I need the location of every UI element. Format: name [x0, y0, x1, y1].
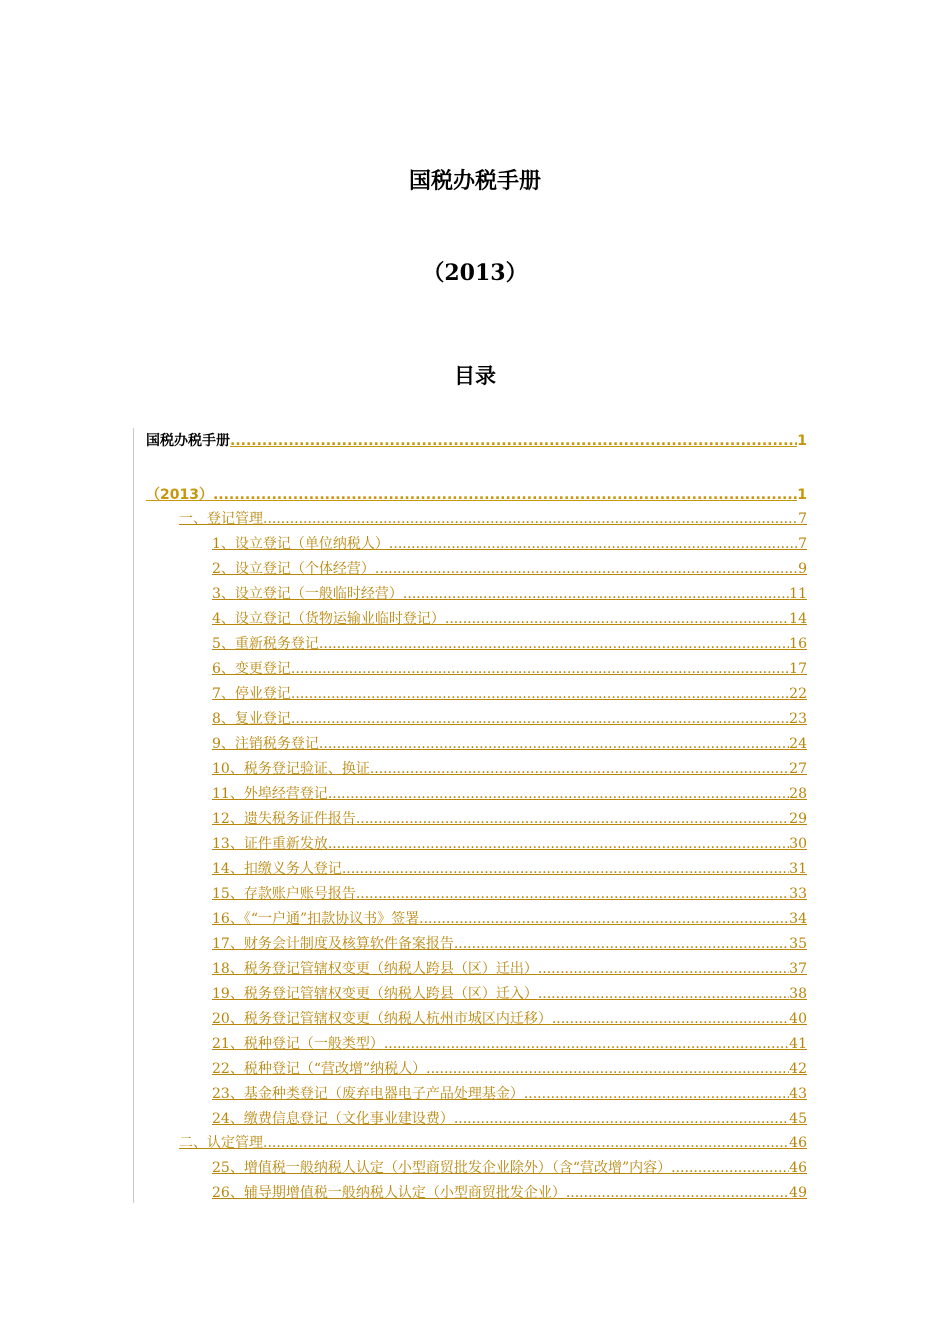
toc-leader: [524, 1083, 789, 1105]
toc-leader: [552, 1008, 789, 1030]
toc-entry[interactable]: [212, 858, 807, 880]
toc-page-number: 28: [789, 786, 807, 802]
toc-entry-label: 二、认定管理: [179, 1135, 263, 1151]
toc-entry-label: 19、税务登记管辖权变更（纳税人跨县（区）迁入）: [212, 986, 538, 1002]
toc-page-number: 38: [789, 986, 807, 1002]
toc-page-number: 43: [789, 1086, 807, 1102]
toc-page-number: 9: [798, 561, 807, 577]
toc-entry[interactable]: [212, 1182, 807, 1204]
toc-entry[interactable]: [212, 933, 807, 955]
toc-leader: [454, 933, 789, 955]
toc-page-number: 42: [789, 1061, 807, 1077]
toc-entry-label: 13、证件重新发放: [212, 836, 328, 852]
toc-leader: [328, 783, 789, 805]
toc-entry-label: 17、财务会计制度及核算软件备案报告: [212, 936, 454, 952]
toc-entry[interactable]: [212, 783, 807, 805]
toc-entry-label: 22、税种登记（“营改增”纳税人）: [212, 1061, 427, 1077]
toc-entry-label: 20、税务登记管辖权变更（纳税人杭州市城区内迁移）: [212, 1011, 552, 1027]
toc-page-number: 34: [789, 911, 807, 927]
toc-page-number: 7: [798, 511, 807, 527]
toc-entry-label: 15、存款账户账号报告: [212, 886, 356, 902]
toc-entry[interactable]: [212, 1033, 807, 1055]
toc-page-number: 1: [797, 433, 807, 449]
toc-entry-label: 国税办税手册: [146, 433, 230, 449]
toc-entry-label: 9、注销税务登记: [212, 736, 319, 752]
toc-entry-label: 12、遗失税务证件报告: [212, 811, 356, 827]
toc-entry-label: 8、复业登记: [212, 711, 291, 727]
toc-leader: [403, 583, 789, 605]
toc-page-number: 40: [789, 1011, 807, 1027]
toc-page-number: 11: [789, 586, 807, 602]
toc-entry-label: （2013）: [146, 487, 213, 503]
toc-page-number: 45: [789, 1111, 807, 1127]
toc-leader: [319, 633, 789, 655]
toc-entry-label: 2、设立登记（个体经营）: [212, 561, 375, 577]
toc-page-number: 35: [789, 936, 807, 952]
toc-entry[interactable]: [212, 658, 807, 680]
toc-entry[interactable]: [212, 908, 807, 930]
toc-entry-label: 18、税务登记管辖权变更（纳税人跨县（区）迁出）: [212, 961, 538, 977]
toc-page-number: 23: [789, 711, 807, 727]
toc-entry[interactable]: [212, 533, 807, 555]
toc-entry[interactable]: [212, 1083, 807, 1105]
toc-leader: [445, 608, 789, 630]
toc-page-number: 24: [789, 736, 807, 752]
toc-entry[interactable]: [212, 733, 807, 755]
toc-entry-label: 11、外埠经营登记: [212, 786, 328, 802]
toc-page-number: 49: [789, 1185, 807, 1201]
toc-leader: [389, 533, 798, 555]
toc-entry[interactable]: [212, 1157, 807, 1179]
toc-entry-label: 7、停业登记: [212, 686, 291, 702]
toc-entry[interactable]: [212, 983, 807, 1005]
toc-entry[interactable]: [212, 1058, 807, 1080]
toc-page-number: 14: [789, 611, 807, 627]
toc-entry-label: 21、税种登记（一般类型）: [212, 1036, 384, 1052]
toc-entry-label: 一、登记管理: [179, 511, 263, 527]
toc-leader: [356, 808, 789, 830]
toc-leader: [356, 883, 789, 905]
toc-leader: [454, 1108, 789, 1130]
toc-entry[interactable]: [179, 1132, 807, 1154]
toc-heading: 目录: [454, 364, 496, 388]
toc-leader: [370, 758, 789, 780]
toc-page-number: 31: [789, 861, 807, 877]
toc-entry-label: 5、重新税务登记: [212, 636, 319, 652]
toc-entry-label: 14、扣缴义务人登记: [212, 861, 342, 877]
toc-entry-label: 24、缴费信息登记（文化事业建设费）: [212, 1111, 454, 1127]
toc-entry[interactable]: [212, 883, 807, 905]
toc-entry[interactable]: [212, 583, 807, 605]
toc-entry-label: 16、《“一户通”扣款协议书》签署: [212, 911, 420, 927]
toc-entry[interactable]: [212, 808, 807, 830]
toc-entry[interactable]: [212, 833, 807, 855]
toc-leader: [319, 733, 789, 755]
toc-leader: [538, 983, 789, 1005]
toc-entry[interactable]: [212, 558, 807, 580]
toc-entry[interactable]: [212, 1008, 807, 1030]
toc-entry[interactable]: [146, 430, 807, 452]
toc-entry-label: 26、辅导期增值税一般纳税人认定（小型商贸批发企业）: [212, 1185, 566, 1201]
toc-leader: [328, 833, 789, 855]
toc-leader: [291, 658, 789, 680]
toc-entry-label: 3、设立登记（一般临时经营）: [212, 586, 403, 602]
toc-leader: [291, 683, 789, 705]
toc-entry[interactable]: [212, 608, 807, 630]
toc-entry-label: 6、变更登记: [212, 661, 291, 677]
toc-leader: [213, 484, 797, 506]
toc-leader: [342, 858, 789, 880]
toc-page-number: 17: [789, 661, 807, 677]
toc-leader: [566, 1182, 789, 1204]
toc-entry[interactable]: [146, 484, 807, 506]
toc-entry[interactable]: [212, 758, 807, 780]
table-of-contents: [133, 428, 807, 1203]
toc-page-number: 37: [789, 961, 807, 977]
toc-leader: [419, 908, 789, 930]
toc-leader: [426, 1058, 789, 1080]
toc-page-number: 33: [789, 886, 807, 902]
toc-page-number: 29: [789, 811, 807, 827]
toc-leader: [384, 1033, 789, 1055]
toc-entry[interactable]: [179, 508, 807, 530]
toc-page-number: 22: [789, 686, 807, 702]
toc-entry-label: 10、税务登记验证、换证: [212, 761, 370, 777]
toc-entry[interactable]: [212, 958, 807, 980]
toc-entry[interactable]: [212, 1108, 807, 1130]
toc-leader: [291, 708, 789, 730]
document-year: （2013）: [422, 260, 528, 286]
toc-entry-label: 1、设立登记（单位纳税人）: [212, 536, 389, 552]
toc-leader: [230, 430, 797, 452]
toc-page-number: 30: [789, 836, 807, 852]
toc-page-number: 7: [798, 536, 807, 552]
toc-entry[interactable]: [212, 633, 807, 655]
toc-leader: [671, 1157, 789, 1179]
toc-leader: [263, 508, 798, 530]
toc-page-number: 46: [789, 1160, 807, 1176]
toc-leader: [375, 558, 798, 580]
toc-page-number: 27: [789, 761, 807, 777]
toc-entry-label: 4、设立登记（货物运输业临时登记）: [212, 611, 445, 627]
toc-entry[interactable]: [212, 708, 807, 730]
toc-page-number: 1: [797, 487, 807, 503]
toc-entry[interactable]: [212, 683, 807, 705]
toc-page-number: 41: [789, 1036, 807, 1052]
document-title: 国税办税手册: [408, 169, 541, 194]
toc-entry-label: 25、增值税一般纳税人认定（小型商贸批发企业除外）（含“营改增”内容）: [212, 1160, 672, 1176]
toc-leader: [538, 958, 789, 980]
toc-page-number: 46: [789, 1135, 807, 1151]
toc-page-number: 16: [789, 636, 807, 652]
toc-entry-label: 23、基金种类登记（废弃电器电子产品处理基金）: [212, 1086, 524, 1102]
toc-leader: [263, 1132, 789, 1154]
